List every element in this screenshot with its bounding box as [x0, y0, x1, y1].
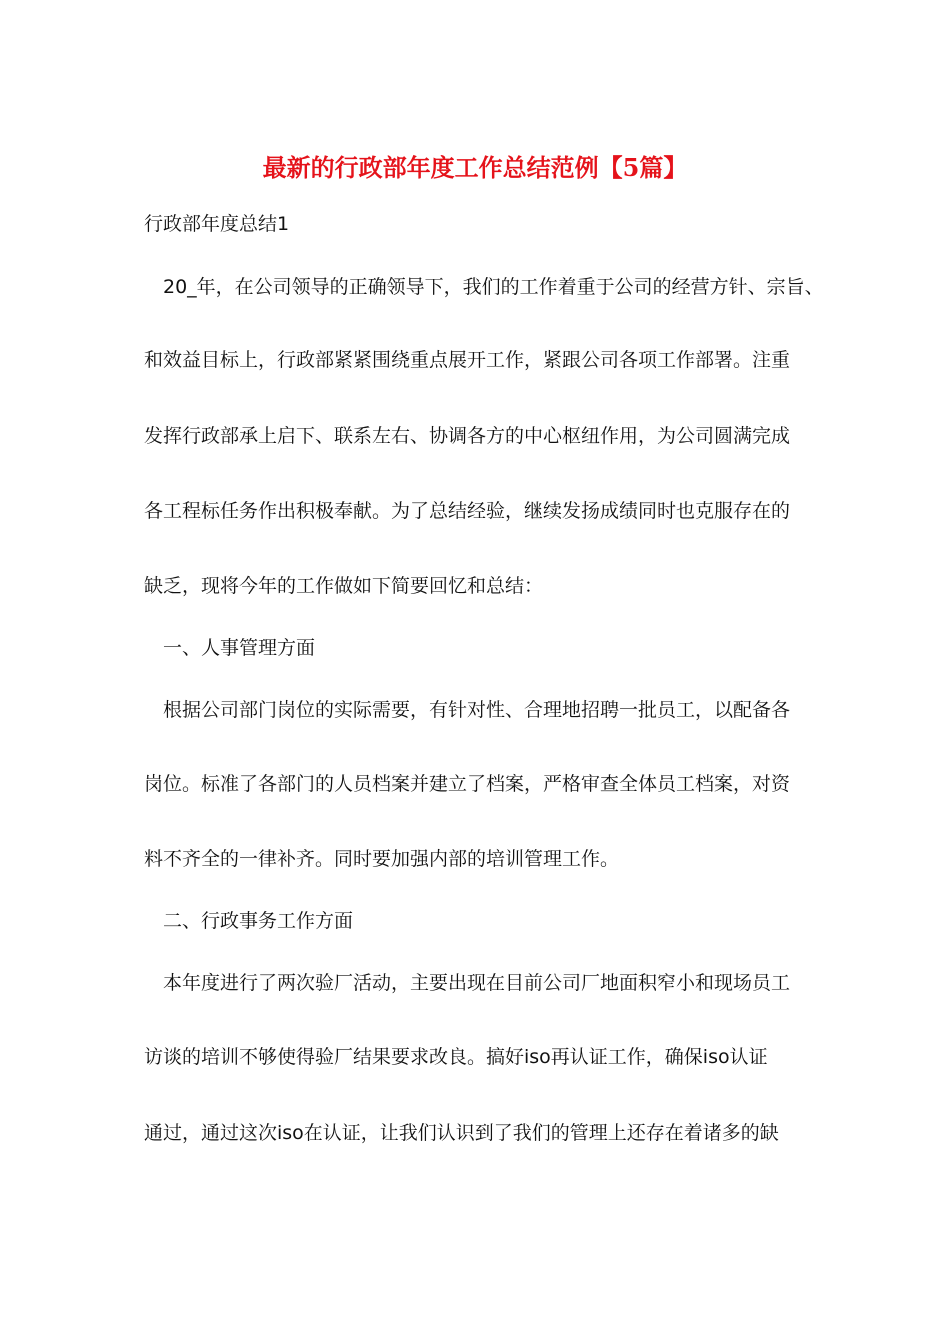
paragraph-line: 本年度进行了两次验厂活动，主要出现在目前公司厂地面积窄小和现场员工 — [163, 972, 791, 994]
paragraph-line: 各工程标任务作出积极奉献。为了总结经验，继续发扬成绩同时也克服存在的 — [144, 500, 791, 522]
paragraph-line: 和效益目标上，行政部紧紧围绕重点展开工作，紧跟公司各项工作部署。注重 — [144, 349, 791, 371]
paragraph-line: 料不齐全的一律补齐。同时要加强内部的培训管理工作。 — [144, 848, 620, 870]
section-heading-personnel: 一、人事管理方面 — [163, 637, 316, 659]
document-title: 最新的行政部年度工作总结范例【5篇】 — [262, 153, 688, 182]
section-heading-admin-affairs: 二、行政事务工作方面 — [163, 910, 354, 932]
paragraph-line: 岗位。标准了各部门的人员档案并建立了档案，严格审查全体员工档案，对资 — [144, 773, 791, 795]
paragraph-line: 根据公司部门岗位的实际需要，有针对性、合理地招聘一批员工，以配备各 — [163, 699, 791, 721]
paragraph-line: 发挥行政部承上启下、联系左右、协调各方的中心枢纽作用，为公司圆满完成 — [144, 425, 791, 447]
paragraph-line: 通过，通过这次iso在认证，让我们认识到了我们的管理上还存在着诸多的缺 — [144, 1122, 779, 1144]
paragraph-line: 访谈的培训不够使得验厂结果要求改良。搞好iso再认证工作，确保iso认证 — [144, 1046, 768, 1068]
paragraph-line: 缺乏，现将今年的工作做如下简要回忆和总结： — [144, 575, 544, 597]
section-heading-summary-1: 行政部年度总结1 — [144, 213, 290, 235]
paragraph-line: 20_年，在公司领导的正确领导下，我们的工作着重于公司的经营方针、宗旨、 — [163, 276, 824, 298]
